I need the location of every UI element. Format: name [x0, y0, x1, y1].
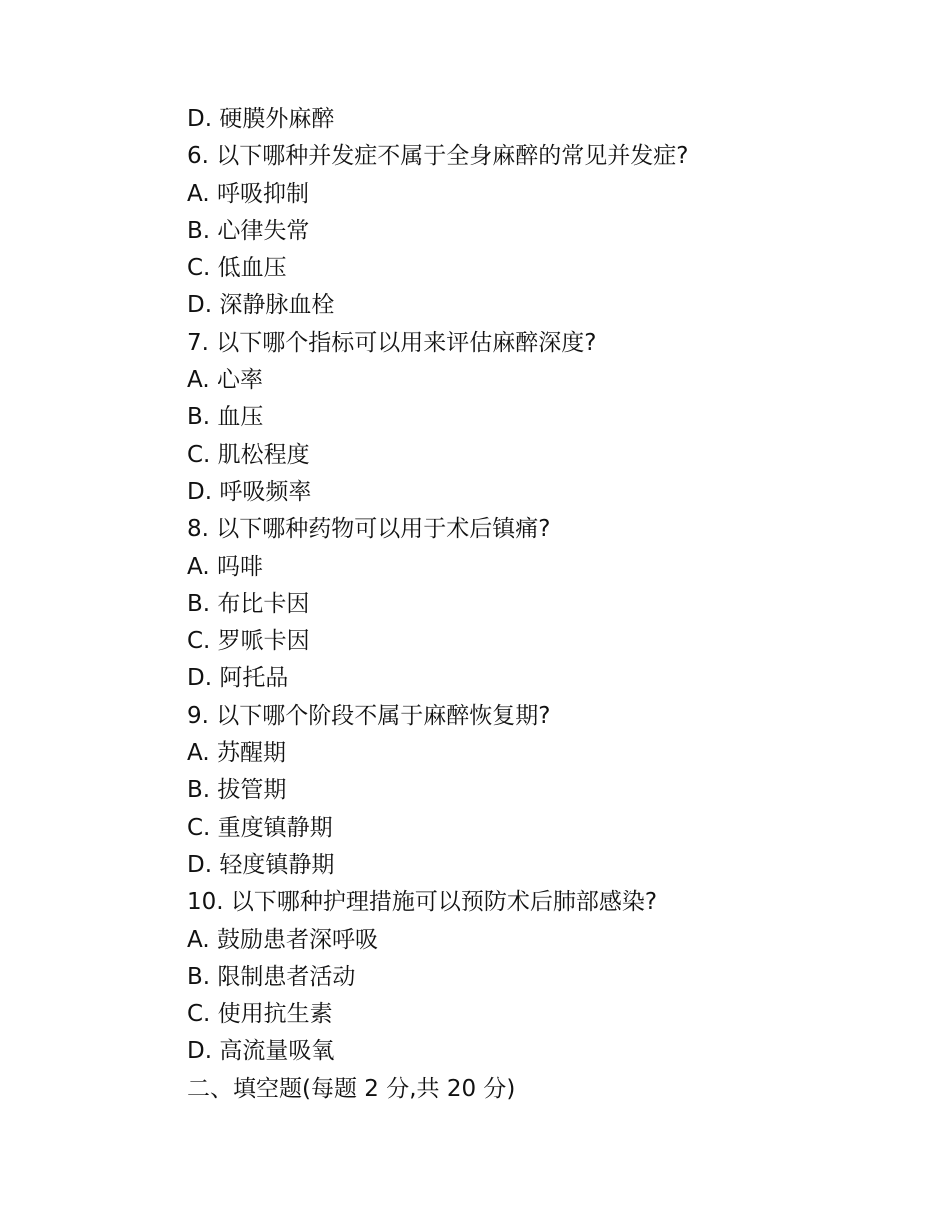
option-7a: A. 心率 [187, 367, 263, 394]
option-10b: B. 限制患者活动 [187, 963, 356, 990]
option-9b: B. 拔管期 [187, 777, 287, 804]
question-8: 8. 以下哪种药物可以用于术后镇痛? [187, 516, 551, 543]
option-10a: A. 鼓励患者深呼吸 [187, 926, 378, 953]
option-7c: C. 肌松程度 [187, 441, 310, 468]
document-content [187, 101, 887, 1108]
question-6: 6. 以下哪种并发症不属于全身麻醉的常见并发症? [187, 143, 689, 170]
option-6a: A. 呼吸抑制 [187, 180, 309, 207]
option-8c: C. 罗哌卡因 [187, 628, 310, 655]
option-9d: D. 轻度镇静期 [187, 851, 335, 878]
option-8a: A. 吗啡 [187, 553, 263, 580]
question-10: 10. 以下哪种护理措施可以预防术后肺部感染? [187, 889, 658, 916]
option-7d: D. 呼吸频率 [187, 478, 312, 505]
option-8d: D. 阿托品 [187, 665, 289, 692]
option-9c: C. 重度镇静期 [187, 814, 333, 841]
question-7: 7. 以下哪个指标可以用来评估麻醉深度? [187, 329, 597, 356]
option-9a: A. 苏醒期 [187, 740, 286, 767]
section-heading-fill-in: 二、填空题(每题 2 分,共 20 分) [187, 1075, 516, 1102]
option-7b: B. 血压 [187, 404, 264, 431]
option-10d: D. 高流量吸氧 [187, 1038, 335, 1065]
option-6b: B. 心律失常 [187, 217, 310, 244]
option-6c: C. 低血压 [187, 255, 287, 282]
option-5d: D. 硬膜外麻醉 [187, 106, 335, 132]
option-10c: C. 使用抗生素 [187, 1001, 333, 1028]
question-9: 9. 以下哪个阶段不属于麻醉恢复期? [187, 702, 551, 729]
option-6d: D. 深静脉血栓 [187, 292, 335, 319]
option-8b: B. 布比卡因 [187, 590, 310, 617]
